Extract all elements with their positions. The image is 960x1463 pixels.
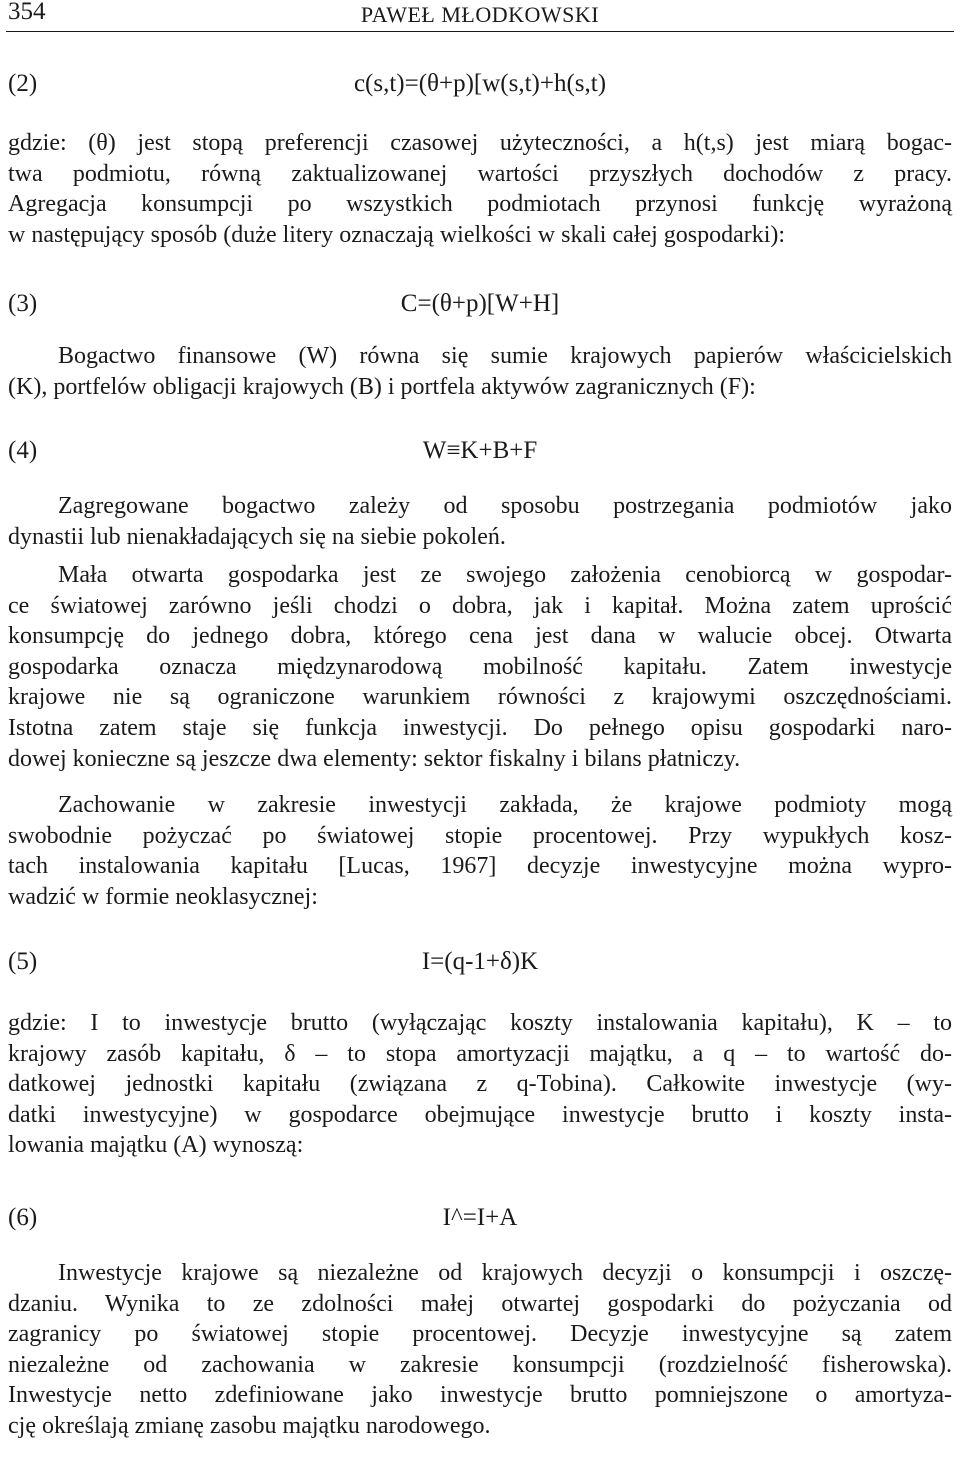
equation-2-number: (2) bbox=[8, 70, 38, 97]
text-line: ce światowej zarówno jeśli chodzi o dobra, jak i kapitał. Można zatem uprościć bbox=[8, 592, 952, 619]
page-header bbox=[0, 0, 960, 30]
text-line: Inwestycje netto zdefiniowane jako inwestycje brutto pomniejszone o amortyza- bbox=[8, 1382, 952, 1409]
header-rule bbox=[6, 31, 954, 32]
equation-4 bbox=[8, 437, 952, 469]
text-line: Inwestycje krajowe są niezależne od krajowych decyzji o konsumpcji i oszczę- bbox=[58, 1260, 952, 1286]
text-line: tach instalowania kapitału [Lucas, 1967] decyzje inwestycyjne można wypro- bbox=[8, 853, 952, 880]
text-line: gdzie: I to inwestycje brutto (wyłączając koszty instalowania kapitału), K – to bbox=[8, 1010, 952, 1036]
equation-2 bbox=[8, 70, 952, 102]
text-line: krajowe nie są ograniczone warunkiem równości z krajowymi oszczędnościami. bbox=[8, 684, 952, 711]
text-line: datki inwestycyjne) w gospodarce obejmujące inwestycje brutto i koszty insta- bbox=[8, 1101, 952, 1128]
paragraph-5 bbox=[8, 790, 952, 912]
equation-5-formula: I=(q-1+δ)K bbox=[421, 948, 539, 975]
equation-6-number: (6) bbox=[8, 1204, 38, 1231]
text-line: (K), portfelów obligacji krajowych (B) i portfela aktywów zagranicznych (F): bbox=[8, 373, 756, 400]
text-line: gospodarka oznacza międzynarodową mobilność kapitału. Zatem inwestycje bbox=[8, 653, 952, 680]
text-line: Zagregowane bogactwo zależy od sposobu postrzegania podmiotów jako bbox=[58, 493, 952, 519]
text-line: Agregacja konsumpcji po wszystkich podmiotach przynosi funkcję wyrażoną bbox=[8, 191, 952, 218]
equation-6 bbox=[8, 1204, 952, 1236]
text-line: wadzić w formie neoklasycznej: bbox=[8, 883, 318, 910]
equation-6-formula: I^=I+A bbox=[442, 1204, 518, 1231]
page-number: 354 bbox=[8, 0, 46, 25]
text-line: dowej konieczne są jeszcze dwa elementy: sektor fiskalny i bilans płatniczy. bbox=[8, 745, 741, 772]
paragraph-6 bbox=[8, 1008, 952, 1161]
text-line: lowania majątku (A) wynoszą: bbox=[8, 1132, 304, 1159]
text-line: w następujący sposób (duże litery oznaczają wielkości w skali całej gospodarki): bbox=[8, 221, 786, 248]
text-line: Istotna zatem staje się funkcja inwestycji. Do pełnego opisu gospodarki naro- bbox=[8, 714, 952, 741]
equation-3-formula: C=(θ+p)[W+H] bbox=[400, 290, 560, 317]
text-line: twa podmiotu, równą zaktualizowanej wartości przyszłych dochodów z pracy. bbox=[8, 160, 952, 187]
equation-2-formula: c(s,t)=(θ+p)[w(s,t)+h(s,t) bbox=[353, 70, 607, 97]
equation-5-number: (5) bbox=[8, 948, 38, 975]
equation-3 bbox=[8, 290, 952, 322]
paragraph-2 bbox=[8, 341, 952, 402]
text-line: zagranicy po światowej stopie procentowej. Decyzje inwestycyjne są zatem bbox=[8, 1321, 952, 1348]
text-line: Zachowanie w zakresie inwestycji zakłada, że krajowe podmioty mogą bbox=[58, 792, 952, 818]
paragraph-4 bbox=[8, 560, 952, 774]
paragraph-7 bbox=[8, 1258, 952, 1442]
text-line: datkowej jednostki kapitału (związana z q-Tobina). Całkowite inwestycje (wy- bbox=[8, 1071, 952, 1098]
paragraph-3 bbox=[8, 491, 952, 552]
equation-5 bbox=[8, 948, 952, 980]
text-line: krajowy zasób kapitału, δ – to stopa amortyzacji majątku, a q – to wartość do- bbox=[8, 1040, 952, 1067]
equation-4-number: (4) bbox=[8, 437, 38, 464]
text-line: swobodnie pożyczać po światowej stopie procentowej. Przy wypukłych kosz- bbox=[8, 822, 952, 849]
text-line: dzaniu. Wynika to ze zdolności małej otwartej gospodarki do pożyczania od bbox=[8, 1290, 952, 1317]
text-line: dynastii lub nienakładających się na siebie pokoleń. bbox=[8, 523, 506, 550]
running-head: PAWEŁ MŁODKOWSKI bbox=[360, 2, 600, 27]
paragraph-1 bbox=[8, 128, 952, 250]
text-line: Mała otwarta gospodarka jest ze swojego założenia cenobiorcą w gospodar- bbox=[58, 562, 952, 588]
text-line: cję określają zmianę zasobu majątku narodowego. bbox=[8, 1412, 491, 1439]
text-line: niezależne od zachowania w zakresie konsumpcji (rozdzielność fisherowska). bbox=[8, 1351, 952, 1378]
text-line: konsumpcję do jednego dobra, którego cena jest dana w walucie obcej. Otwarta bbox=[8, 623, 952, 650]
text-line: gdzie: (θ) jest stopą preferencji czasowej użyteczności, a h(t,s) jest miarą bogac- bbox=[8, 130, 952, 156]
equation-3-number: (3) bbox=[8, 290, 38, 317]
text-line: Bogactwo finansowe (W) równa się sumie krajowych papierów właścicielskich bbox=[58, 343, 952, 369]
equation-4-formula: W≡K+B+F bbox=[422, 437, 538, 464]
